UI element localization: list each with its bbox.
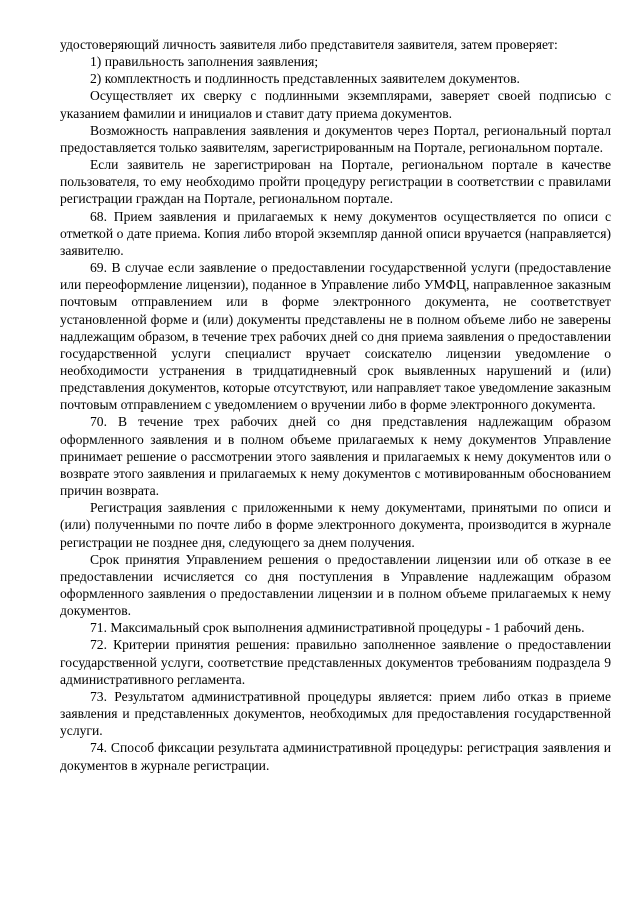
paragraph-clause-71: 71. Максимальный срок выполнения административной процедуры - 1 рабочий день. [90, 620, 585, 636]
paragraph-clause-68: 68. Прием заявления и прилагаемых к нему документов осуществляется по описи с отметкой о дате приема. Копия либо второй экземпляр данной описи вручается (направляется) заявителю. [60, 208, 611, 258]
document-page [60, 36, 611, 774]
paragraph-portal-access: Возможность направления заявления и документов через Портал, региональный портал предоставляется только заявителям, зарегистрированным на Портале, региональном портале. [60, 122, 611, 155]
paragraph-verification: Осуществляет их сверку с подлинными экземплярами, заверяет своей подписью с указанием фамилии и инициалов и ставит дату приема документов. [60, 88, 611, 121]
paragraph-clause-72: 72. Критерии принятия решения: правильно заполненное заявление о предоставлении государственной услуги, соответствие представленных документов требованиям подраздела 9 административного регламента. [60, 637, 611, 687]
paragraph-clause-70: 70. В течение трех рабочих дней со дня представления надлежащим образом оформленного заявления и в полном объеме прилагаемых к нему документов Управление принимает решение о рассмотрении этого заявления и прилагаемых к нему документов или о возврате этого заявления и прилагаемых к нему документов с мотивированным обоснованием причин возврата. [60, 414, 611, 499]
paragraph-clause-73: 73. Результатом административной процедуры является: прием либо отказ в приеме заявления и представленных документов, необходимых для предоставления государственной услуги. [60, 688, 611, 739]
paragraph-decision-term: Срок принятия Управлением решения о предоставлении лицензии или об отказе в ее предоставлении исчисляется со дня поступления в Управление надлежащим образом оформленного заявления о предоставлении лицензии и в полном объеме прилагаемых к нему документов. [60, 551, 611, 619]
paragraph-portal-registration: Если заявитель не зарегистрирован на Портале, региональном портале в качестве пользователя, то ему необходимо пройти процедуру регистрации в соответствии с правилами регистрации граждан на Портале, региональном портале. [60, 157, 611, 207]
paragraph-check-item-1: 1) правильность заполнения заявления; [90, 54, 319, 70]
paragraph-registration: Регистрация заявления с приложенными к нему документами, принятыми по описи и (или) полученными по почте либо в форме электронного документа, производится в журнале регистрации не позднее дня, следующего за днем получения. [60, 500, 611, 550]
paragraph-clause-69: 69. В случае если заявление о предоставлении государственной услуги (предоставление или переоформление лицензии), поданное в Управление либо УМФЦ, направленное заказным почтовым отправлением или в форме электронного документа, не соответствует установленной форме и (или) документы представлены не в полном объеме либо не заверены надлежащим образом, в течение трех рабочих дней со дня приема заявления о предоставлении государственной услуги специалист вручает соискателю лицензии уведомление о необходимости устранения в тридцатидневный срок выявленных нарушений и (или) представления документов, которые отсутствуют, или направляет такое уведомление заказным почтовым отправлением с уведомлением о вручении либо в форме электронного документа. [60, 260, 611, 413]
paragraph-clause-74: 74. Способ фиксации результата административной процедуры: регистрация заявления и документов в журнале регистрации. [60, 740, 611, 773]
paragraph-continuation: удостоверяющий личность заявителя либо представителя заявителя, затем проверяет: [60, 37, 558, 52]
paragraph-check-item-2: 2) комплектность и подлинность представленных заявителем документов. [90, 71, 520, 87]
